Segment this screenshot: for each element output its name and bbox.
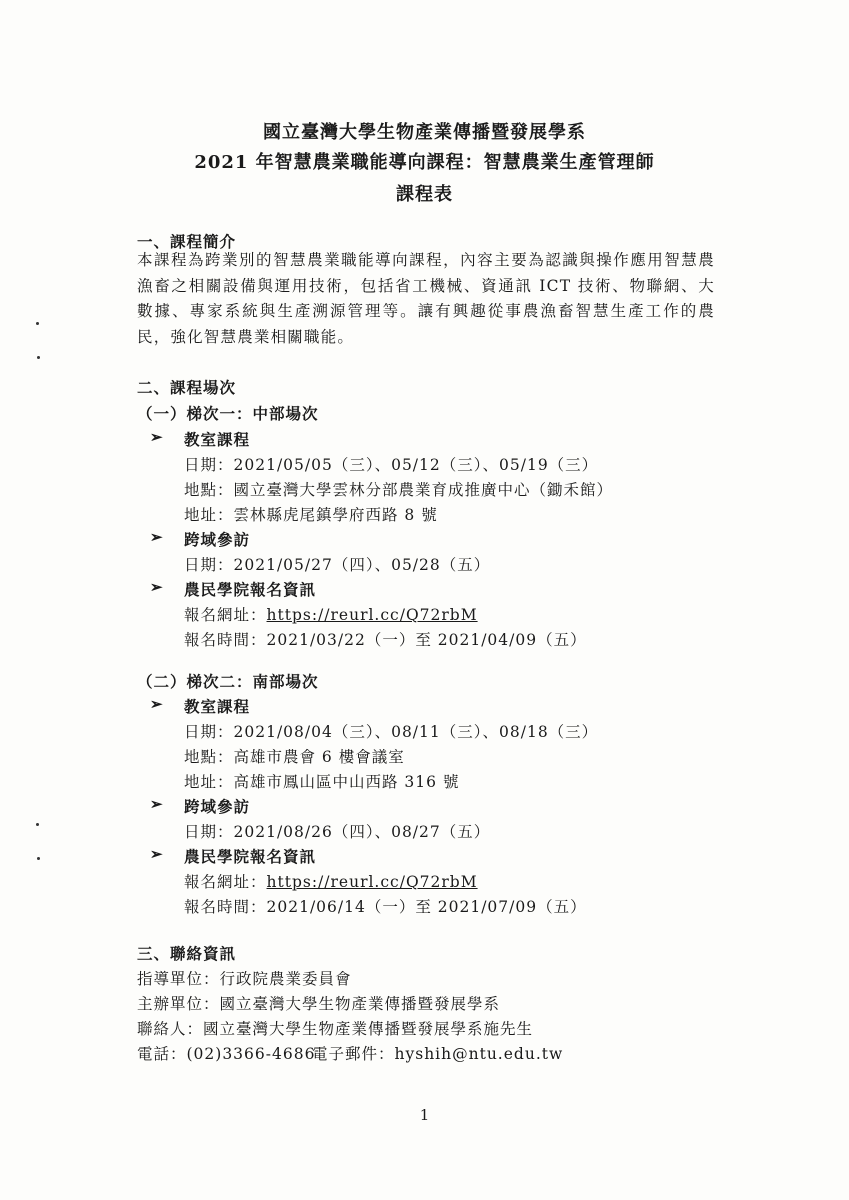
scan-speck — [37, 857, 40, 860]
session2-heading: （二）梯次二：南部場次 — [137, 672, 319, 691]
arrow-bullet-icon: ➢ — [150, 795, 163, 813]
section-intro-body: 本課程為跨業別的智慧農業職能導向課程，內容主要為認識與操作應用智慧農漁畜之相關設備與運用技術，包括省工機械、資通訊 ICT 技術、物聯網、大數據、專家系統與生產溯源管理等。讓有興趣從事農漁畜智慧生產工作的農民，強化智慧農業相關職能。 — [137, 251, 715, 346]
scan-speck — [36, 823, 39, 826]
department-title: 國立臺灣大學生物產業傳播暨發展學系 — [263, 122, 586, 143]
arrow-bullet-icon: ➢ — [150, 578, 163, 596]
session2-classroom-address: 地址：高雄市鳳山區中山西路 316 號 — [184, 773, 460, 791]
session1-classroom-title: 教室課程 — [184, 430, 251, 449]
supervisor-line: 指導單位：行政院農業委員會 — [137, 970, 352, 988]
session1-signup-time: 報名時間：2021/03/22（一）至 2021/04/09（五） — [184, 631, 587, 649]
section-contact-heading: 三、聯絡資訊 — [137, 944, 237, 963]
session1-heading: （一）梯次一：中部場次 — [137, 404, 319, 423]
session1-classroom-date: 日期：2021/05/05（三）、05/12（三）、05/19（三） — [184, 456, 599, 474]
page-number: 1 — [419, 1106, 430, 1124]
arrow-bullet-icon: ➢ — [150, 528, 163, 546]
session1-classroom-address: 地址：雲林縣虎尾鎮學府西路 8 號 — [184, 506, 438, 524]
signup-url-label: 報名網址： — [184, 606, 267, 624]
section-sessions-heading: 二、課程場次 — [137, 378, 237, 397]
section-intro-heading: 一、課程簡介 — [137, 232, 237, 251]
organizer-line: 主辦單位：國立臺灣大學生物產業傳播暨發展學系 — [137, 995, 501, 1013]
session2-classroom-title: 教室課程 — [184, 697, 251, 716]
email-line: 電子郵件：hyshih@ntu.edu.tw — [312, 1045, 564, 1063]
signup-url-link[interactable]: https://reurl.cc/Q72rbM — [266, 606, 478, 624]
session2-visit-title: 跨域參訪 — [184, 797, 251, 816]
scan-speck — [37, 356, 40, 359]
session1-classroom-place: 地點：國立臺灣大學雲林分部農業育成推廣中心（鋤禾館） — [184, 481, 614, 499]
schedule-title: 課程表 — [396, 184, 453, 205]
session2-visit-date: 日期：2021/08/26（四）、08/27（五） — [184, 823, 491, 841]
session2-signup-time: 報名時間：2021/06/14（一）至 2021/07/09（五） — [184, 898, 587, 916]
arrow-bullet-icon: ➢ — [150, 845, 163, 863]
session2-classroom-place: 地點：高雄市農會 6 樓會議室 — [184, 748, 405, 766]
signup-url-link[interactable]: https://reurl.cc/Q72rbM — [266, 873, 478, 891]
phone-line: 電話：(02)3366-4686 — [137, 1045, 316, 1063]
session2-signup-title: 農民學院報名資訊 — [184, 847, 317, 866]
arrow-bullet-icon: ➢ — [150, 428, 163, 446]
scan-speck — [36, 322, 39, 325]
session1-visit-title: 跨域參訪 — [184, 530, 251, 549]
session2-signup-url-row — [184, 870, 478, 892]
session2-classroom-date: 日期：2021/08/04（三）、08/11（三）、08/18（三） — [184, 723, 599, 741]
course-title: 2021 年智慧農業職能導向課程：智慧農業生產管理師 — [194, 152, 655, 173]
session1-signup-title: 農民學院報名資訊 — [184, 580, 317, 599]
session1-visit-date: 日期：2021/05/27（四）、05/28（五） — [184, 556, 491, 574]
contact-person-line: 聯絡人：國立臺灣大學生物產業傳播暨發展學系施先生 — [137, 1020, 534, 1038]
session1-signup-url-row — [184, 603, 478, 625]
signup-url-label: 報名網址： — [184, 873, 267, 891]
arrow-bullet-icon: ➢ — [150, 695, 163, 713]
